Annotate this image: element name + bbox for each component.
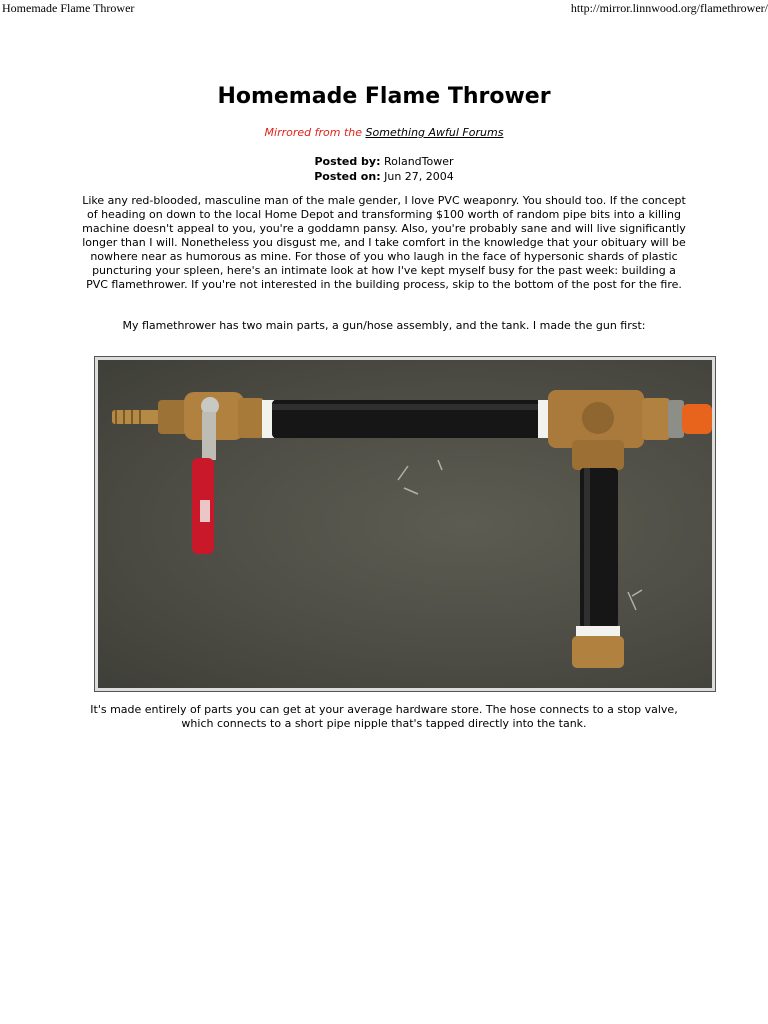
posted-on — [0, 169, 768, 184]
posted-on-label: Posted on: — [314, 170, 381, 183]
gun-intro-paragraph: My flamethrower has two main parts, a gun/hose assembly, and the tank. I made the gun first: — [122, 319, 646, 332]
mirror-prefix: Mirrored from the — [264, 126, 366, 139]
print-header — [0, 0, 768, 16]
mirror-credit — [0, 126, 768, 139]
flamethrower-gun-photo-icon — [98, 360, 712, 688]
intro-paragraph: Like any red-blooded, masculine man of the male gender, I love PVC weaponry. You should too. If the concept of heading on down to the local Home Depot and transforming $100 worth of random pipe bits into a killing machine doesn't appeal to you, you're a goddamn pansy. Also, you're probably sane and will live significantly longer than I will. Nonetheless you disgust me, and I take comfort in the knowledge that your obituary will be nowhere near as humorous as mine. For those of you who laugh in the face of hypersonic shards of plastic puncturing your spleen, here's an intimate look at how I've kept myself busy for the past week: building a PVC flamethrower. If you're not interested in the building process, skip to the bottom of the post for the fire. — [82, 194, 686, 291]
gun-photo — [94, 356, 716, 692]
posted-by-label: Posted by: — [314, 155, 381, 168]
page-title: Homemade Flame Thrower — [217, 84, 551, 109]
parts-paragraph: It's made entirely of parts you can get at your average hardware store. The hose connects to a stop valve, which connects to a short pipe nipple that's tapped directly into the tank. — [90, 703, 678, 730]
posted-by-value: RolandTower — [380, 155, 454, 168]
posted-by — [0, 154, 768, 169]
forum-link[interactable]: Something Awful Forums — [365, 126, 504, 139]
post-meta — [0, 154, 768, 184]
posted-on-value: Jun 27, 2004 — [380, 170, 454, 183]
print-header-title: Homemade Flame Thrower — [2, 1, 135, 15]
print-header-url: http://mirror.linnwood.org/flamethrower/ — [570, 1, 768, 15]
gun-assembly-drawing — [98, 360, 712, 688]
